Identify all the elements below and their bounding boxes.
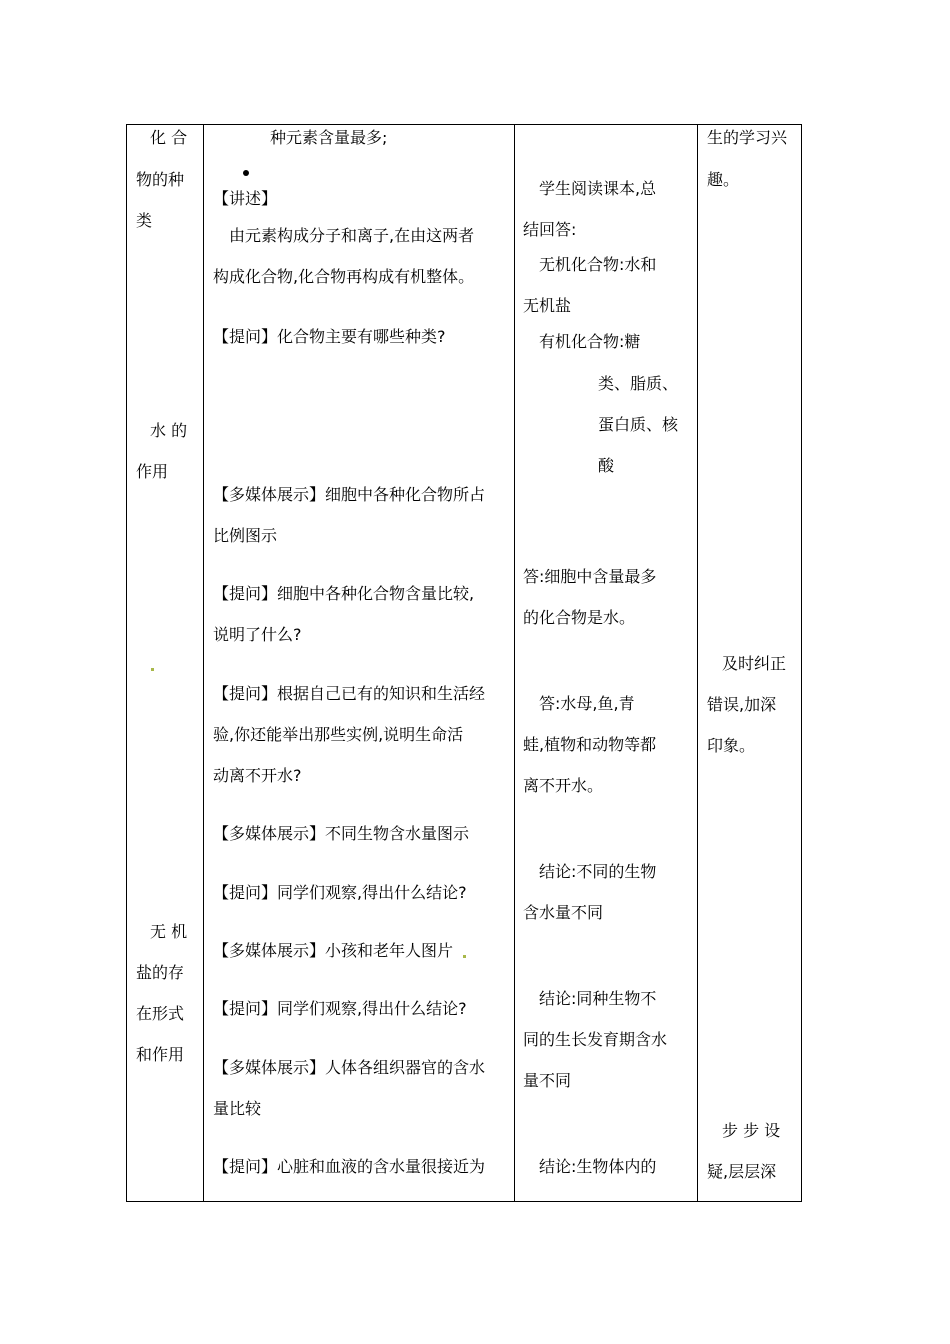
teacher-text-line: 种元素含量最多; xyxy=(270,128,388,147)
student-text-line: 结论:不同的生物 xyxy=(539,862,657,881)
column-divider xyxy=(514,125,515,1201)
student-text-line: 学生阅读课本,总 xyxy=(539,179,657,198)
student-text-line: 无机化合物:水和 xyxy=(539,255,657,274)
student-text-line: 结论:生物体内的 xyxy=(539,1157,657,1176)
teacher-text-line: 【多媒体展示】小孩和老年人图片 xyxy=(213,941,454,960)
student-text-line: 答:细胞中含量最多 xyxy=(523,567,657,586)
student-text-line: 的化合物是水。 xyxy=(523,608,636,627)
teacher-text-line: 【多媒体展示】人体各组织器官的含水 xyxy=(213,1058,486,1077)
teacher-text-line: 【提问】化合物主要有哪些种类? xyxy=(213,327,446,346)
topic-salt-line-1: 无 机 xyxy=(150,922,188,941)
teacher-text-line: 【提问】根据自己已有的知识和生活经 xyxy=(213,684,486,703)
student-text-line: 同的生长发育期含水 xyxy=(523,1030,668,1049)
intent-text-line: 趣。 xyxy=(707,170,740,189)
topic-compounds-line-2: 物的种 xyxy=(136,170,185,189)
intent-text-line: 错误,加深 xyxy=(707,695,777,714)
teacher-text-line: 【提问】细胞中各种化合物含量比较, xyxy=(213,584,475,603)
teacher-text-line: 【提问】同学们观察,得出什么结论? xyxy=(213,883,467,902)
column-divider xyxy=(203,125,204,1201)
intent-text-line: 步 步 设 xyxy=(722,1121,781,1140)
student-text-line: 蛙,植物和动物等都 xyxy=(523,735,657,754)
student-text-line: 答:水母,鱼,青 xyxy=(539,694,635,713)
teacher-text-line: 【多媒体展示】细胞中各种化合物所占 xyxy=(213,485,486,504)
intent-text-line: 及时纠正 xyxy=(722,654,787,673)
intent-text-line: 生的学习兴 xyxy=(707,128,788,147)
teacher-text-line: 说明了什么? xyxy=(213,625,302,644)
teacher-text-line: 比例图示 xyxy=(213,526,278,545)
teacher-text-line: 动离不开水? xyxy=(213,766,302,785)
teacher-text-line: 由元素构成分子和离子,在由这两者 xyxy=(229,226,475,245)
column-divider xyxy=(697,125,698,1201)
student-text-line: 有机化合物:糖 xyxy=(539,332,641,351)
student-text-line: 无机盐 xyxy=(523,296,572,315)
scan-speck xyxy=(151,668,154,671)
intent-text-line: 疑,层层深 xyxy=(707,1162,777,1181)
student-text-line: 结回答: xyxy=(523,220,577,239)
teacher-text-line: 【讲述】 xyxy=(213,189,278,208)
teacher-text-line: 【多媒体展示】不同生物含水量图示 xyxy=(213,824,470,843)
topic-salt-line-2: 盐的存 xyxy=(136,963,185,982)
teacher-text-line: 【提问】心脏和血液的含水量很接近为 xyxy=(213,1157,486,1176)
bullet-dot xyxy=(243,170,249,176)
topic-water-line-1: 水 的 xyxy=(150,421,188,440)
teacher-text-line: 构成化合物,化合物再构成有机整体。 xyxy=(213,267,475,286)
scan-speck xyxy=(463,955,466,958)
intent-text-line: 印象。 xyxy=(707,736,756,755)
teacher-text-line: 【提问】同学们观察,得出什么结论? xyxy=(213,999,467,1018)
student-text-line: 量不同 xyxy=(523,1071,572,1090)
student-text-line: 蛋白质、核 xyxy=(598,415,679,434)
teacher-text-line: 量比较 xyxy=(213,1099,262,1118)
student-text-line: 酸 xyxy=(598,456,615,475)
student-text-line: 离不开水。 xyxy=(523,776,604,795)
topic-salt-line-3: 在形式 xyxy=(136,1004,185,1023)
topic-water-line-2: 作用 xyxy=(136,462,169,481)
topic-compounds-line-1: 化 合 xyxy=(150,128,188,147)
student-text-line: 结论:同种生物不 xyxy=(539,989,657,1008)
student-text-line: 含水量不同 xyxy=(523,903,604,922)
topic-compounds-line-3: 类 xyxy=(136,211,153,230)
teacher-text-line: 验,你还能举出那些实例,说明生命活 xyxy=(213,725,464,744)
topic-salt-line-4: 和作用 xyxy=(136,1045,185,1064)
student-text-line: 类、脂质、 xyxy=(598,374,679,393)
